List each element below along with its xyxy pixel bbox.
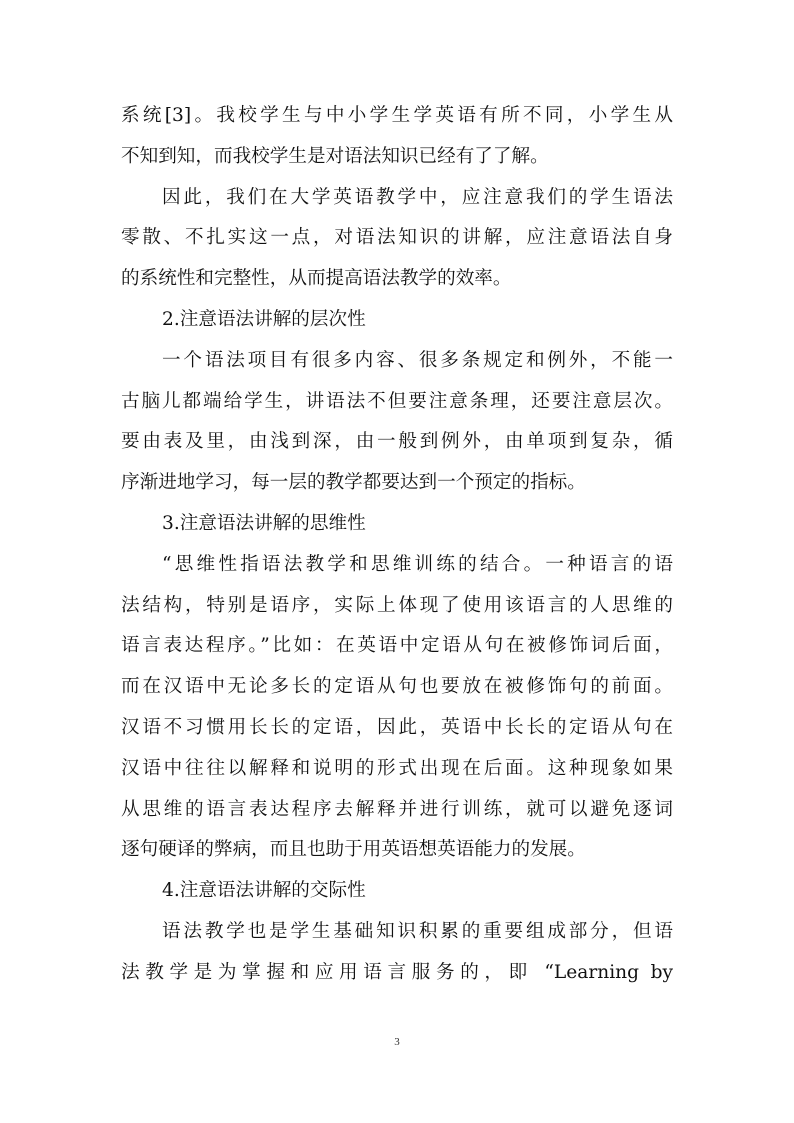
body-text	[121, 96, 673, 994]
text-line: 序渐进地学习，每一层的教学都要达到一个预定的指标。	[121, 472, 586, 494]
text-line: “思维性指语法教学和思维训练的结合。一种语言的语	[162, 553, 673, 575]
page-number: 3	[394, 1036, 400, 1048]
text-line: 法结构，特别是语序，实际上体现了使用该语言的人思维的	[121, 594, 673, 616]
text-line: 从思维的语言表达程序去解释并进行训练，就可以避免逐词	[121, 798, 673, 820]
text-line: 零散、不扎实这一点，对语法知识的讲解，应注意语法自身	[121, 227, 673, 249]
text-line: 古脑儿都端给学生，讲语法不但要注意条理，还要注意层次。	[121, 390, 673, 412]
text-line: 系统[3]。我校学生与中小学生学英语有所不同，小学生从	[121, 105, 673, 126]
text-line: 而在汉语中无论多长的定语从句也要放在被修饰句的前面。	[121, 676, 673, 698]
text-line: 语言表达程序。”比如：在英语中定语从句在被修饰词后面，	[121, 635, 673, 657]
text-line: 要由表及里，由浅到深，由一般到例外，由单项到复杂，循	[121, 431, 673, 453]
text-line: 的系统性和完整性，从而提高语法教学的效率。	[121, 268, 512, 290]
text-line: 汉语不习惯用长长的定语，因此，英语中长长的定语从句在	[121, 716, 673, 738]
text-line: 汉语中往往以解释和说明的形式出现在后面。这种现象如果	[121, 757, 673, 779]
text-line: 一个语法项目有很多内容、很多条规定和例外，不能一	[162, 349, 673, 371]
text-line: 语法教学也是学生基础知识积累的重要组成部分，但语	[162, 920, 673, 942]
text-line: 逐句硬译的弊病，而且也助于用英语想英语能力的发展。	[121, 839, 586, 861]
section-heading: 2.注意语法讲解的层次性	[162, 308, 366, 330]
section-heading: 3.注意语法讲解的思维性	[162, 512, 366, 534]
text-line: 不知到知，而我校学生是对语法知识已经有了了解。	[121, 145, 549, 167]
text-line: 法教学是为掌握和应用语言服务的，即 “Learning by	[121, 961, 673, 983]
text-line: 因此，我们在大学英语教学中，应注意我们的学生语法	[162, 186, 673, 208]
section-heading: 4.注意语法讲解的交际性	[162, 880, 366, 902]
